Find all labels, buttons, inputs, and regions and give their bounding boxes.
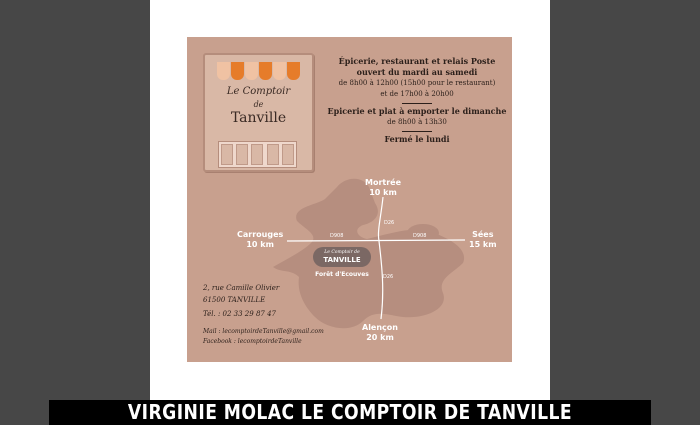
- hours-line-5: Epicerie et plat à emporter le dimanche: [327, 106, 507, 116]
- address-facebook: Facebook : lecomptoirdeTanville: [203, 338, 302, 345]
- city-sees: Sées 15 km: [469, 230, 497, 249]
- tanville-marker: Le Comptoir de TANVILLE: [313, 247, 371, 267]
- hours-line-6: de 8h00 à 13h30: [387, 118, 447, 126]
- address-city: 61500 TANVILLE: [203, 296, 266, 304]
- road-label-d26-north: D26: [384, 220, 395, 226]
- business-card: [187, 37, 512, 362]
- city-carrouges: Carrouges 10 km: [237, 230, 284, 249]
- address-mail: Mail : lecomptoirdeTanville@gmail.com: [203, 328, 324, 335]
- hours-line-7: Fermé le lundi: [384, 134, 450, 144]
- city-mortree: Mortrée 10 km: [365, 178, 402, 197]
- hours-line-1: Épicerie, restaurant et relais Poste: [338, 56, 496, 66]
- road-label-d26-south: D26: [383, 274, 394, 280]
- logo-line-2: de: [253, 100, 264, 109]
- image-caption: VIRGINIE MOLAC LE COMPTOIR DE TANVILLE: [49, 400, 651, 425]
- hours-line-4: et de 17h00 à 20h00: [380, 90, 454, 98]
- road-label-d908-east: D908: [413, 233, 427, 239]
- logo-line-1: Le Comptoir: [226, 86, 291, 97]
- hours-line-3: de 8h00 à 12h00 (15h00 pour le restaurant): [338, 79, 496, 87]
- forest-label: Forêt d'Ecouves: [315, 271, 369, 278]
- address-phone: Tél. : 02 33 29 87 47: [203, 310, 276, 318]
- logo-line-3: Tanville: [230, 110, 287, 126]
- address-street: 2, rue Camille Olivier: [203, 284, 280, 292]
- hours-line-2: ouvert du mardi au samedi: [356, 67, 478, 77]
- city-alencon: Alençon 20 km: [362, 323, 398, 342]
- road-label-d908-west: D908: [330, 233, 344, 239]
